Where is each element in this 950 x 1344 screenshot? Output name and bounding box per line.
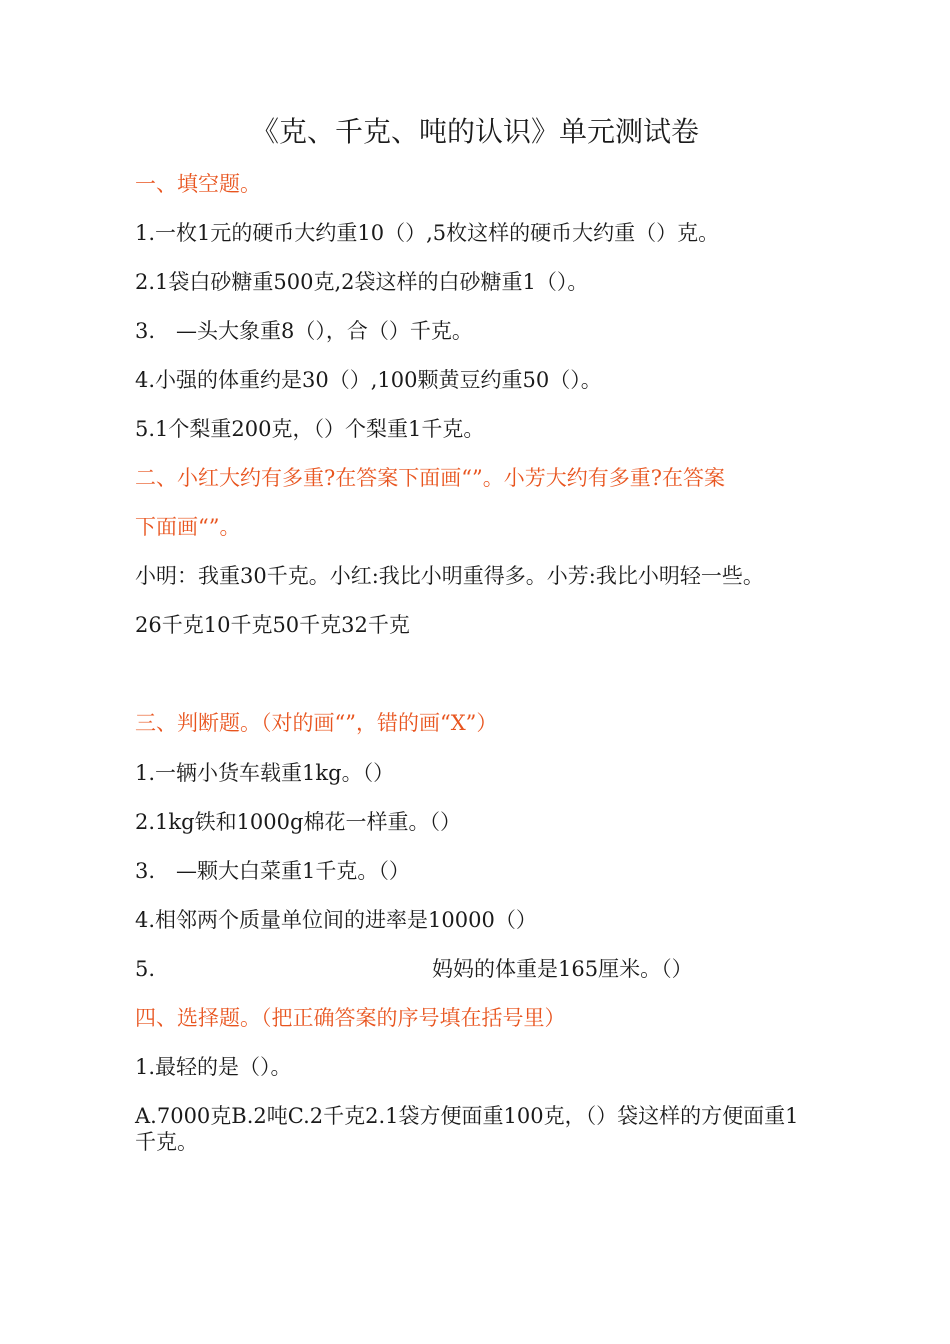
judge-item-4: 4.相邻两个质量单位间的进率是10000（） xyxy=(135,908,537,932)
page-title: 《克、千克、吨的认识》单元测试卷 xyxy=(250,115,699,148)
fill-item-4: 4.小强的体重约是30（）,100颗黄豆约重50（）。 xyxy=(135,368,602,392)
fill-item-1: 1.一枚1元的硬币大约重10（）,5枚这样的硬币大约重（）克。 xyxy=(135,221,720,245)
section-4-heading: 四、选择题。（把正确答案的序号填在括号里） xyxy=(135,1006,566,1030)
section-2-options: 26千克10千克50千克32千克 xyxy=(135,613,410,637)
choice-options-and-question-2: A.7000克B.2吨C.2千克2.1袋方便面重100克，（）袋这样的方便面重1千克。 xyxy=(135,1104,799,1154)
judge-item-5-text: 妈妈的体重是165厘米。（） xyxy=(432,957,693,981)
judge-item-2: 2.1kg铁和1000g棉花一样重。（） xyxy=(135,810,461,834)
section-2-heading-line1: 二、小红大约有多重?在答案下面画“”。小芳大约有多重?在答案 xyxy=(135,466,725,490)
fill-item-2: 2.1袋白砂糖重500克,2袋这样的白砂糖重1（）。 xyxy=(135,270,589,294)
judge-item-5-number: 5. xyxy=(135,957,156,981)
judge-item-1: 1.一辆小货车载重1kg。（） xyxy=(135,761,395,785)
section-1-heading: 一、填空题。 xyxy=(135,172,261,196)
judge-item-3: 3. —颗大白菜重1千克。（） xyxy=(135,859,410,883)
section-3-heading: 三、判断题。（对的画“”，错的画“X”） xyxy=(135,711,498,735)
section-2-heading-line2: 下面画“”。 xyxy=(135,515,241,539)
section-2-statement: 小明：我重30千克。小红:我比小明重得多。小芳:我比小明轻一些。 xyxy=(135,564,764,588)
choice-question-1: 1.最轻的是（）。 xyxy=(135,1055,292,1079)
fill-item-5: 5.1个梨重200克，（）个梨重1千克。 xyxy=(135,417,485,441)
fill-item-3: 3. —头大象重8（），合（）千克。 xyxy=(135,319,473,343)
